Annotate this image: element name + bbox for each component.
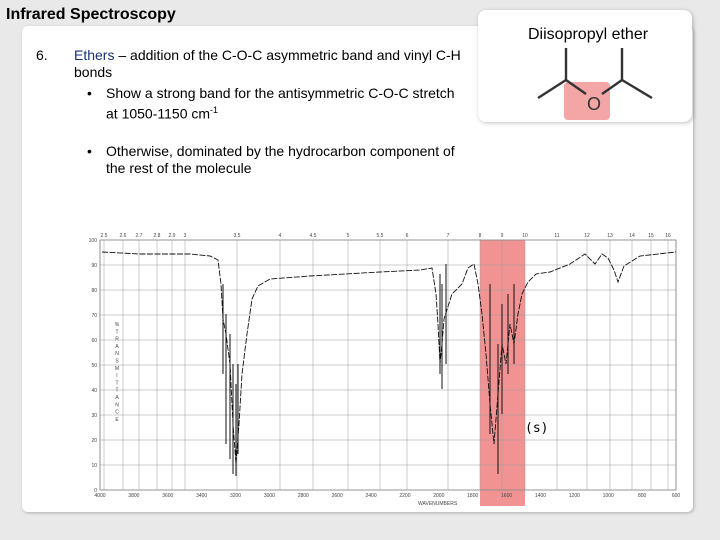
top-tick-label: 14 [629,233,635,239]
y-tick-label: 80 [91,288,97,294]
x-tick-label: 3000 [263,493,275,499]
y-axis-title-letter: E [115,416,119,423]
molecule-name: Diisopropyl ether [528,26,649,43]
top-tick-label: 2.8 [153,233,161,239]
top-tick-label: 2.5 [100,233,108,239]
x-tick-label: 2600 [331,493,343,499]
y-tick-label: 70 [91,313,97,319]
x-tick-label: 1200 [568,493,580,499]
y-axis-title-letter: T [115,380,119,387]
x-tick-label: 1600 [501,493,513,499]
bullet-text [106,85,461,123]
top-tick-label: 2.6 [119,233,127,239]
y-axis-title-letter: A [115,395,119,401]
top-tick-label: 11 [554,233,560,239]
y-tick-label: 100 [88,238,97,244]
top-tick-label: 5.5 [376,233,384,239]
bullet-marker: • [87,143,92,159]
top-tick-label: 13 [607,233,613,239]
ethers-description: – addition of the C-O-C asymmetric band and vinyl C-H bonds [74,47,461,80]
y-axis-title-letter: I [116,373,118,380]
y-tick-label: 40 [91,388,97,394]
y-axis-title-letter: T [115,387,119,394]
y-tick-label: 30 [91,413,97,419]
x-tick-label: 3800 [128,493,140,499]
x-tick-label: 800 [637,493,647,499]
top-tick-label: 2.7 [135,233,143,239]
top-tick-label: 5 [346,233,350,239]
spectrum-axis-labels [89,233,681,499]
ir-spectrum [80,224,686,510]
x-tick-label: 4000 [94,493,106,499]
absorption-bands [223,264,514,476]
top-tick-label: 6 [405,233,409,239]
spectrum-grid [100,240,676,490]
list-item-number: 6. [36,47,48,63]
top-tick-label: 4 [278,233,282,239]
y-axis-title-letter: C [115,409,119,416]
y-tick-label: 50 [91,363,97,369]
top-tick-label: 3 [183,233,187,239]
x-tick-label: 3400 [196,493,208,499]
y-axis-title-letter: A [115,343,119,350]
oxygen-atom-label: O [586,94,602,114]
x-tick-label: 1000 [602,493,614,499]
list-item-ethers [74,47,469,81]
top-tick-label: 2.9 [168,233,176,239]
top-tick-label: 8 [478,233,482,239]
y-axis-title-letter: S [115,358,119,365]
y-tick-label: 20 [91,438,97,444]
top-tick-label: 9 [500,233,504,239]
strong-band-label: (s) [525,421,549,436]
top-tick-label: 16 [665,233,671,239]
x-tick-label: 2400 [365,493,377,499]
x-tick-label: 3200 [229,493,242,499]
bullet-marker: • [87,85,92,101]
y-axis-title-letter: M [114,365,120,372]
bullet-text-main: Show a strong band for the antisymmetric C-O-C stretch at 1050-1150 cm [106,85,455,122]
slide-title: Infrared Spectroscopy [6,6,176,23]
y-axis-title-letter: % [114,322,120,328]
top-tick-label: 10 [522,233,528,239]
diisopropyl-ether-structure [530,42,660,122]
y-tick-label: 90 [91,263,97,269]
spectrum-trace [102,252,676,464]
x-axis-title: WAVENUMBERS [418,501,458,507]
top-tick-label: 12 [584,233,590,239]
x-tick-label: 1400 [534,493,547,499]
y-axis-title-letter: N [115,402,119,409]
top-tick-label: 7 [446,233,450,239]
y-tick-label: 0 [94,488,97,494]
x-tick-label: 2000 [433,493,445,499]
x-tick-label: 3600 [162,493,174,499]
y-tick-label: 10 [91,463,97,469]
bullet-text: Otherwise, dominated by the hydrocarbon component of the rest of the molecule [106,143,455,176]
top-tick-label: 15 [648,233,654,239]
y-tick-label: 60 [91,338,97,344]
ethers-heading: Ethers [74,47,115,63]
x-tick-label: 600 [671,493,681,499]
x-tick-label: 1800 [467,493,479,499]
y-axis-title-letter: R [115,336,119,343]
y-axis-title-letter: T [115,329,119,336]
bullet-text-superscript: -1 [210,105,219,115]
x-tick-label: 2200 [399,493,411,499]
bond [538,80,566,98]
top-tick-label: 3.5 [233,233,241,239]
bond [622,80,652,98]
x-tick-label: 2800 [297,493,309,499]
y-axis-title-letter: N [115,351,119,358]
top-tick-label: 4.5 [309,233,317,239]
